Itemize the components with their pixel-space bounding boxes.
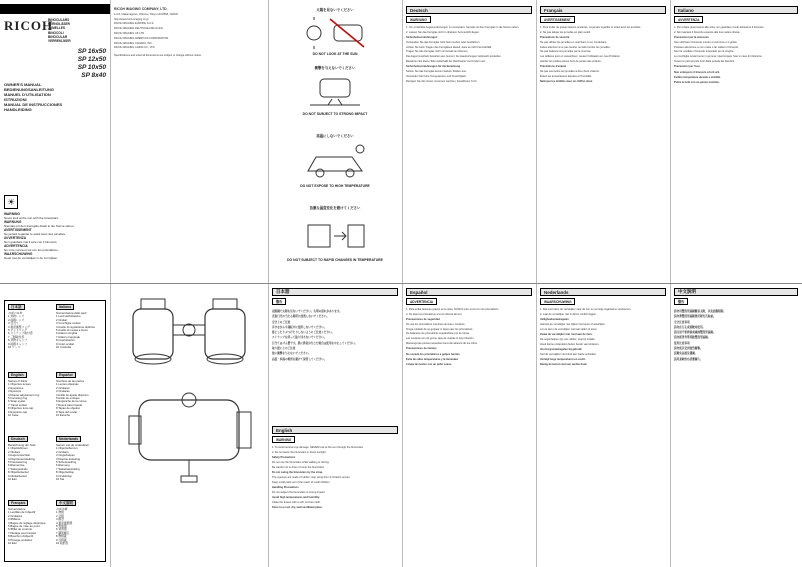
part-name: 10 收納包	[56, 541, 69, 546]
part-name: 2 Oculares	[56, 385, 70, 390]
illus-caption-jp: 衝撃を与えないでください	[314, 66, 356, 70]
paragraph: Setzen Sie das Fernglas keinen starken Stößen aus.	[406, 70, 467, 74]
part-name: 3 Eyecups	[8, 389, 22, 394]
binocular-side-diagram	[116, 378, 262, 488]
parts-subtitle: Nomenclature	[8, 507, 26, 511]
paragraph: Do not subject the binoculars to strong impact.	[272, 490, 326, 494]
part-name: 4 Anillo de ajuste dióptrico	[56, 392, 89, 397]
warning-label: WARNING	[272, 436, 295, 443]
illus-caption-en: DO NOT SUBJECT TO STRONG IMPACT	[302, 112, 368, 116]
part-name: 8 Objektivdeckel	[8, 470, 29, 475]
product-type: FERNGLÄSER	[48, 22, 70, 27]
paragraph: Reinigen Sie die Linsen mit einem weichen, fusselfreien Tuch.	[406, 79, 478, 83]
fold-line	[0, 283, 802, 284]
paragraph: 直射日光の当たる場所に放置しないでください。	[272, 315, 330, 319]
company-line: RICOH IMAGING CHINA CO., LTD.	[114, 46, 156, 50]
paragraph: Sicherheitsvorkehrungen für die Benutzung	[406, 65, 461, 69]
illus-caption-en: DO NOT SUBJECT TO RAPID CHANGES IN TEMPERATURE	[287, 258, 383, 262]
manual-title: HANDLEIDING	[4, 107, 32, 112]
part-name: 9 Copri-oculari	[56, 341, 75, 346]
temperature-change-icon	[302, 219, 368, 253]
section-body-english	[272, 446, 398, 564]
company-block	[114, 8, 264, 58]
part-name: 4 Anello di regolazione diottrica	[56, 324, 95, 329]
part-name: 2 Oculairs	[56, 449, 69, 454]
paragraph: Faites attention à ne pas heurter ou faire tomber les jumelles.	[540, 45, 611, 49]
heat-illustration	[300, 142, 370, 182]
part-name: 6 ストラップ取付部	[8, 331, 33, 336]
part-name: 9 Oculairdop	[56, 473, 72, 478]
manual-title: MANUAL DE INSTRUCCIONES	[4, 102, 63, 107]
warning-text: Never look at the sun with the binoculars.	[4, 216, 59, 220]
warning-title: ADVERTENCIA	[4, 244, 28, 248]
part-name: 2 Okulare	[8, 449, 21, 454]
part-name: 3 眼罩	[56, 517, 64, 522]
section-header-deutsch: Deutsch	[406, 6, 532, 14]
paragraph: Ne pas utiliser les jumelles en marchant ou en conduisant.	[540, 40, 608, 44]
section-body-chinese	[674, 308, 798, 563]
part-name: 10 ケース	[8, 345, 21, 350]
part-name: 6 背帶環	[56, 527, 67, 532]
company-name: RICOH IMAGING COMPANY, LTD.	[114, 7, 168, 11]
warning-title: AVERTISSEMENT	[4, 228, 32, 232]
car-heat-icon	[302, 143, 368, 181]
impact-icon	[302, 75, 368, 109]
paragraph: Bewahren Sie kleine Teile außerhalb der Reichweite von Kindern auf.	[406, 60, 486, 64]
parts-subtitle: Bezeichnung der Teile	[8, 443, 36, 447]
paragraph: Tenere le parti piccole fuori dalla portata dei bambini.	[674, 60, 735, 64]
paragraph: Pulire le lenti con un panno morbido.	[674, 81, 720, 85]
paragraph: 1. Pour éviter de graves lésions oculaires, ne jamais regarder le soleil avec les jumelles.	[540, 26, 642, 29]
part-name: 8 物鏡蓋	[56, 534, 67, 539]
paragraph: Avoid high temperatures and humidity.	[272, 495, 320, 499]
paragraph: Nettoyez les lentilles avec un chiffon doux.	[540, 80, 593, 84]
paragraph: 取り扱い上のご注意	[272, 347, 296, 351]
part-name: 4 Dioptrie-instelring	[56, 456, 81, 461]
company-line: RICOH IMAGING AMERICAS CORPORATION	[114, 36, 169, 40]
manual-title: MANUEL D'UTILISATION	[4, 92, 51, 97]
warning-title: WAARSCHUWING	[4, 252, 33, 256]
part-name: 3 Ocularas	[56, 389, 70, 394]
warning-label: ADVERTENCIA	[406, 298, 437, 305]
warning-label: AVVERTENZA	[674, 16, 703, 23]
part-name: 6 Attacco cinghia	[56, 331, 78, 336]
part-name: 2 接眼レンズ	[8, 317, 25, 322]
part-name: 7 Filetage pour trépied	[8, 530, 36, 535]
product-type: BINOCULARS	[48, 18, 70, 22]
warning-title: AVVERTENZA	[4, 236, 27, 240]
part-name: 8 Bouchon d'objectif	[8, 534, 34, 539]
paragraph: Non sottoporre il binocolo a forti urti.	[674, 70, 720, 74]
model-name: SP 16x50	[77, 48, 106, 55]
paragraph: 1. To avoid serious eye damage, NEVER look at the sun through the binoculars.	[272, 446, 364, 449]
impact-illustration	[300, 74, 370, 110]
manual-title: OWNER'S MANUAL	[4, 82, 42, 87]
part-name: 5 對焦環	[56, 524, 67, 529]
section-header-espanol: Español	[406, 288, 532, 296]
part-name: 8 Copriobiettivi	[56, 338, 75, 343]
paragraph: Die Augenmuscheln bestehen aus Gummi; bei Hautreizungen Gebrauch einstellen.	[406, 55, 502, 59]
part-name: 10 Etui	[8, 477, 17, 482]
warning-label: AVERTISSEMENT	[540, 16, 575, 23]
binocular-diagram	[116, 292, 262, 372]
model-name: SP 10x50	[77, 64, 106, 71]
part-name: 7 Stativgewinde	[8, 466, 28, 471]
part-name: 9 目鏡蓋	[56, 537, 67, 542]
paragraph: Sicherheitsvorkehrungen	[406, 36, 438, 40]
warning-label: 警告	[674, 298, 688, 305]
part-name: 5 Fokussierring	[8, 460, 28, 465]
part-name: 1 Objektivlinsen	[8, 446, 28, 451]
warning-text: No mire nunca el sol con los prismáticos.	[4, 248, 59, 252]
part-name: 6 Riemenöse	[8, 463, 25, 468]
part-name: 1 物鏡	[56, 510, 64, 515]
parts-list	[8, 380, 54, 417]
illus-caption-jp: 高温にしないでください	[316, 134, 354, 138]
paragraph: Ne pas soumettre les jumelles à des chocs violents.	[540, 70, 600, 74]
paragraph: Precauzioni per l'uso	[674, 65, 700, 69]
warning-label: WARNUNG	[406, 16, 431, 23]
paragraph: 落としたりぶつけたりしないようにご注意ください。	[272, 331, 335, 335]
paragraph: The eyecups are made of rubber; stop using them if irritation occurs.	[272, 475, 351, 479]
section-header-italiano: Italiano	[674, 6, 798, 14]
parts-lang-header: Español	[56, 372, 76, 378]
company-line: 1-3-6, Nakamagome, Ohta-ku, Tokyo 143-8555, JAPAN	[114, 12, 178, 16]
parts-lang-header: English	[8, 372, 27, 378]
part-name: 9 Okulardeckel	[8, 473, 27, 478]
temperature-illustration	[300, 218, 370, 254]
part-name: 2 Eyepieces	[8, 385, 24, 390]
paragraph: Prestare attenzione a non urtare o far cadere il binocolo.	[674, 45, 739, 49]
paragraph: 請勿抓著背帶甩動雙筒望遠鏡。	[674, 336, 711, 340]
paragraph: Evitare temperature elevate e umidità.	[674, 75, 721, 79]
company-line: RICOH IMAGING CANADA, INC.	[114, 41, 153, 45]
part-name: 6 Enganche de la correa	[56, 399, 87, 404]
illus-caption-jp: 急激な温度変化を避けてください	[309, 206, 361, 210]
paragraph: Vermijd hoge temperaturen en vocht.	[540, 357, 586, 361]
paragraph: Achten Sie beim Tragen des Fernglases darauf, dass es nicht herunterfällt.	[406, 45, 492, 49]
company-line: RICOH IMAGING EUROPE S.A.S.	[114, 22, 155, 26]
paragraph: Do not use the binoculars while walking or driving.	[272, 460, 330, 464]
part-name: 1 Lentes objetivas	[56, 382, 79, 387]
part-name: 5 Focusing ring	[8, 396, 28, 401]
part-name: 5 Scherpstelring	[56, 460, 77, 465]
part-name: 2 Oculari	[56, 317, 68, 322]
product-type: BINOCOLI	[48, 30, 64, 35]
paragraph: Precauciones de seguridad	[406, 318, 440, 322]
no-sun-warning-icon: ☀	[4, 195, 18, 209]
section-body-nederlands	[540, 308, 666, 563]
section-header-nederlands: Nederlands	[540, 288, 666, 296]
warning-title: WARNUNG	[4, 220, 22, 224]
binocular-drawing	[119, 293, 259, 371]
paragraph: Limpie las lentes con un paño suave.	[406, 363, 452, 367]
parts-subtitle: 各部の名称	[8, 311, 22, 315]
brand-logo: RICOH	[4, 18, 54, 33]
parts-list	[56, 380, 104, 417]
part-name: 7 Statiefaansluiting	[56, 466, 80, 471]
paragraph: Stel de verrekijker niet bloot aan harde schokken.	[540, 352, 597, 356]
paragraph: No balancee los prismáticos sujetándolos por la correa.	[406, 332, 470, 336]
section-body-italiano	[674, 26, 798, 278]
product-type: VERREKIJKER	[48, 39, 71, 44]
paragraph: Safety Precautions	[272, 456, 296, 460]
paragraph: 使用注意事項	[674, 341, 690, 345]
parts-list	[8, 312, 54, 349]
paragraph: Veiligheidsmaatregelen	[540, 318, 569, 322]
paragraph: 1. Per evitare gravi lesioni alla vista, non guardare il sole attraverso il binocolo.	[674, 26, 765, 29]
part-name: 9 Protège-oculaires	[8, 537, 33, 542]
company-line: RICOH IMAGING DEUTSCHLAND GmbH	[114, 27, 163, 31]
paragraph: 2. Ne pas laisser les jumelles en plein soleil.	[540, 30, 591, 34]
part-name: 1 対物レンズ	[8, 314, 25, 319]
paragraph: De oogschelpen zijn van rubber; stop bij irritatie.	[540, 337, 596, 341]
paragraph: Gebruik de verrekijker niet tijdens het lopen of autorijden.	[540, 322, 606, 326]
warning-label: WAARSCHUWING	[540, 298, 575, 305]
paragraph: No use los prismáticos mientras camina o conduce.	[406, 322, 466, 326]
part-name: 8 対物キャップ	[8, 338, 28, 343]
part-name: 7 Attacco treppiede	[56, 334, 80, 339]
paragraph: Tenga cuidado de no golpear ni dejar caer los prismáticos.	[406, 327, 474, 331]
spec-note: Specifications and external dimensions are subject to change without notice.	[114, 53, 202, 57]
illus-caption-jp: 太陽を見ないでください	[316, 8, 354, 12]
section-body-japanese	[272, 308, 398, 423]
part-name: 2 目鏡	[56, 513, 64, 518]
parts-lang-header: Nederlands	[56, 436, 81, 442]
part-name: 10 Case	[8, 413, 19, 418]
company-line: http://www.ricoh-imaging.co.jp	[114, 17, 149, 21]
paragraph: 2. Do not leave the binoculars in direct sunlight.	[272, 450, 327, 454]
paragraph: Ne pas balancer les jumelles par la courroie.	[540, 50, 592, 54]
warning-text: Nooit met de verrekijker in de zon kijken.	[4, 256, 59, 260]
part-name: 5 Bague de mise au point	[8, 524, 40, 529]
parts-lang-header: 日本語	[8, 304, 25, 310]
binocular-side-drawing	[119, 380, 259, 486]
model-name: SP 12x50	[77, 56, 106, 63]
paragraph: Mantenga las piezas pequeñas fuera del alcance de los niños.	[406, 342, 478, 346]
part-name: 6 Œillet de courroie	[8, 527, 33, 532]
paragraph: 請注意不要摔落或碰撞雙筒望遠鏡。	[674, 331, 716, 335]
parts-subtitle: Nomenclatura delle parti	[56, 311, 87, 315]
part-name: 4 Diopter adjustment ring	[8, 392, 40, 397]
parts-subtitle: 各部名稱	[56, 507, 68, 511]
model-name: SP 8x40	[81, 72, 106, 79]
part-name: 3 Oogschelpen	[56, 453, 75, 458]
part-name: 7 三脚取付部	[8, 334, 25, 339]
sun-icon	[302, 17, 368, 49]
paragraph: 2. Non lasciare il binocolo esposto alla luce solare diretta.	[674, 30, 741, 34]
part-name: 10 Étui	[8, 541, 17, 546]
paragraph: 高温・多湿の場所を避けて保管してください。	[272, 357, 327, 361]
paragraph: 1. Um ernsthafte Augenverletzungen zu vermeiden, niemals mit dem Fernglas in die Sonne sehen.	[406, 26, 520, 29]
paragraph: 2. Laat de verrekijker niet in direct zonlicht liggen.	[540, 312, 597, 316]
section-body-espanol	[406, 308, 532, 563]
parts-subtitle: Namen van de onderdelen	[56, 443, 89, 447]
part-name: 4 視度調節環	[56, 520, 73, 525]
part-name: 8 Tapas de objetivo	[56, 406, 81, 411]
warning-text: Niemals mit dem Fernglas direkt in die Sonne sehen.	[4, 224, 75, 228]
part-name: 1 Objectieflenzen	[56, 446, 78, 451]
part-name: 3 Œillères	[8, 517, 21, 522]
part-name: 1 Objective lenses	[8, 382, 31, 387]
paragraph: 請避免高溫及潮濕。	[674, 352, 698, 356]
warning-text: Ne jamais regarder le soleil avec des jumelles.	[4, 232, 66, 236]
paragraph: 双眼鏡で太陽を見ないでください。失明の恐れがあります。	[272, 310, 342, 313]
parts-list	[56, 312, 104, 349]
section-header-chinese: 中文說明	[674, 288, 798, 296]
part-name: 9 Tapa del ocular	[56, 409, 78, 414]
paragraph: Tragen Sie das Fernglas nicht mit Gewalt am Riemen.	[406, 50, 469, 54]
paragraph: Evite las altas temperaturas y la humedad.	[406, 357, 459, 361]
parts-list	[8, 508, 54, 545]
part-name: 1 Lentilles de l'objectif	[8, 510, 36, 515]
part-name: 10 Tas	[56, 477, 65, 482]
manual-titles	[4, 82, 62, 112]
paragraph: Houd kleine onderdelen buiten bereik van kinderen.	[540, 342, 600, 346]
part-name: 6 Strap eyelet	[8, 399, 26, 404]
parts-list	[56, 508, 104, 545]
model-list	[58, 48, 106, 80]
part-name: 4 Dioptrieneinstellring	[8, 456, 35, 461]
section-body-deutsch	[406, 26, 532, 278]
paragraph: 1. Kijk nooit door de verrekijker naar de zon om ernstig oogletsel te voorkomen.	[540, 308, 632, 311]
paragraph: 請勿將雙筒望遠鏡置於陽光直射處。	[674, 315, 716, 319]
cover-warnings	[4, 212, 108, 260]
part-name: 8 Objective lens cap	[8, 406, 34, 411]
paragraph: Let op dat u de verrekijker niet laat vallen of stoot.	[540, 327, 598, 331]
paragraph: Les œillères sont en caoutchouc; cessez l'utilisation en cas d'irritation.	[540, 55, 621, 59]
parts-lang-header: Italiano	[56, 304, 74, 310]
warning-label: 警告	[272, 298, 286, 305]
paragraph: Las ocularas son de goma; deje de usarlas si hay irritación.	[406, 337, 475, 341]
part-name: 8 Objectiefdop	[56, 470, 75, 475]
paragraph: Zwaai de verrekijker niet rond aan de riem.	[540, 332, 593, 336]
parts-subtitle: Nombres de las partes	[56, 379, 85, 383]
product-type-list	[48, 18, 108, 43]
section-header-francais: Français	[540, 6, 666, 14]
paragraph: Precauzioni per la sicurezza	[674, 36, 709, 40]
paragraph: Précautions d'emploi	[540, 65, 567, 69]
section-header-english: English	[272, 426, 398, 434]
paragraph: Do not swing the binoculars by the strap.	[272, 470, 323, 474]
manual-title: BEDIENUNGSANLEITUNG	[4, 87, 55, 92]
section-header-japanese: 日本語	[272, 288, 398, 296]
paragraph: 1. Para evitar lesiones graves en la vista, NUNCA mire el sol con los prismáticos.	[406, 308, 500, 311]
parts-lang-header: Deutsch	[8, 436, 28, 442]
product-type: BINOCULAR	[48, 34, 68, 39]
paragraph: Handling Precautions	[272, 485, 299, 489]
paragraph: 安全注意事項	[674, 320, 690, 324]
paragraph: Be careful not to drop or bump the binoculars.	[272, 465, 325, 469]
brand-stripe	[0, 4, 110, 14]
paragraph: No someta los prismáticos a golpes fuertes.	[406, 352, 461, 356]
paragraph: 2. Lassen Sie das Fernglas nicht in direktem Sonnenlicht liegen.	[406, 30, 480, 34]
parts-list	[56, 444, 104, 481]
paragraph: 強い衝撃を与えないでください。	[272, 352, 311, 356]
part-name: 10 Custodia	[56, 345, 71, 350]
sun-illustration	[300, 16, 370, 50]
paragraph: Non far oscillare il binocolo tenendolo per la cinghia.	[674, 50, 734, 54]
part-name: 5 ピントリング	[8, 328, 28, 333]
paragraph: Precauciones de manejo	[406, 347, 437, 351]
company-line: RICOH IMAGING UK LTD.	[114, 31, 145, 35]
section-body-francais	[540, 26, 666, 278]
illus-caption-en: DO NOT EXPOSE TO HIGH TEMPERATURE	[300, 184, 370, 188]
paragraph: 請勿用雙筒望遠鏡觀看太陽，以免損傷眼睛。	[674, 310, 726, 313]
warning-text: Non guardare mai il sole con il binocolo.	[4, 240, 58, 244]
paragraph: Voorzorgsmaatregelen bij gebruik	[540, 347, 582, 351]
part-name: 10 Estuche	[56, 413, 70, 418]
paragraph: Keep small parts out of the reach of small children.	[272, 480, 331, 484]
paragraph: 目当てはゴム製です。肌に異常が生じた場合は使用を中止してください。	[272, 341, 358, 345]
paragraph: Reinig de lenzen met een zachte doek.	[540, 363, 588, 367]
paragraph: Gardez les petites pièces hors de portée des enfants.	[540, 60, 602, 64]
paragraph: Vermeiden Sie hohe Temperaturen und Feuchtigkeit.	[406, 74, 467, 78]
paragraph: Verwenden Sie das Fernglas nicht beim Gehen oder Autofahren.	[406, 40, 481, 44]
paragraph: 請勿在行走或駕駛時使用。	[674, 325, 706, 329]
part-name: 7 Tripod socket	[8, 402, 27, 407]
part-name: 4 Bague de réglage dioptrique	[8, 520, 46, 525]
paragraph: Précautions de sécurité	[540, 36, 570, 40]
part-name: 9 Eyepiece cap	[8, 409, 28, 414]
part-name: 9 接眼キャップ	[8, 341, 28, 346]
paragraph: 2. No deje los prismáticos a la luz directa del sol.	[406, 312, 463, 316]
part-name: 3 Augenmuscheln	[8, 453, 31, 458]
paragraph: 請勿使其受到強烈衝擊。	[674, 347, 703, 351]
product-type: JUMELLES	[48, 26, 66, 31]
part-name: 5 Anillo de enfoque	[56, 396, 80, 401]
part-name: 2 Oculaires	[8, 513, 23, 518]
parts-subtitle: Names of Parts	[8, 379, 28, 383]
paragraph: 請用柔軟的布清潔鏡片。	[674, 357, 703, 361]
parts-lang-header: 中文說明	[56, 500, 76, 506]
part-name: 5 Anello di messa a fuoco	[56, 328, 88, 333]
paragraph: ストラップを持って振り回さないでください。	[272, 336, 327, 340]
part-name: 3 目当て	[8, 321, 19, 326]
paragraph: Évitez les températures élevées et l'humidité.	[540, 74, 592, 78]
paragraph: 安全上のご注意	[272, 320, 291, 324]
warning-title: WARNING	[4, 212, 20, 216]
illus-caption-en: DO NOT LOOK AT THE SUN	[312, 52, 358, 56]
paragraph: 歩きながらや運転中に使用しないでください。	[272, 325, 327, 329]
paragraph: Le conchiglie oculari sono in gomma; interrompere l'uso in caso di irritazione.	[674, 55, 763, 59]
parts-list	[8, 444, 54, 481]
paragraph: Clean the lenses with a soft, lint-free cloth.	[272, 500, 321, 504]
part-name: 1 Lenti dell'obiettivo	[56, 314, 81, 319]
part-name: 7 腳架螺孔	[56, 530, 70, 535]
paragraph: Non utilizzare il binocolo mentre si cammina o si guida.	[674, 40, 738, 44]
manual-title: ISTRUZIONI	[4, 97, 27, 102]
parts-lang-header: Français	[8, 500, 28, 506]
part-name: 7 Rosca para trípode	[56, 402, 83, 407]
part-name: 3 Conchiglie oculari	[56, 321, 81, 326]
part-name: 4 視度調整リング	[8, 324, 30, 329]
paragraph: Store in a cool, dry, well-ventilated place.	[272, 506, 323, 510]
part-name: 6 Riemoog	[56, 463, 70, 468]
